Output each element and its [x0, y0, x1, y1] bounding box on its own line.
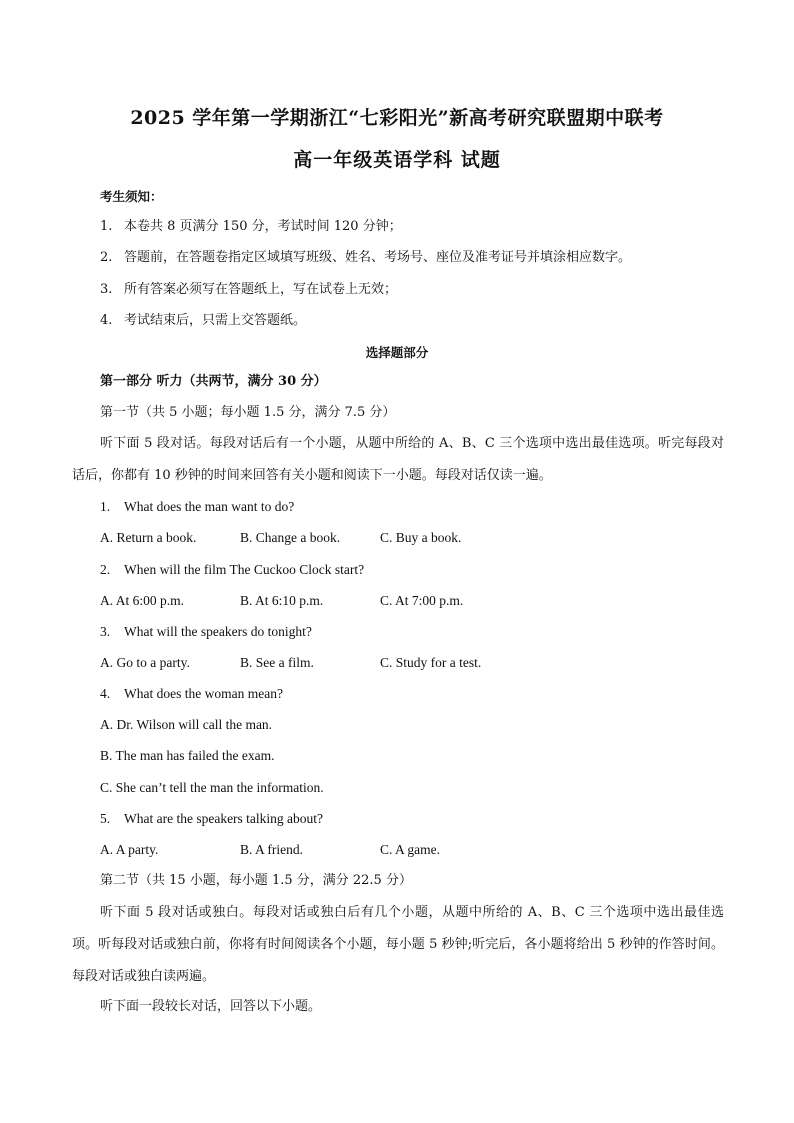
option: B. At 6:10 p.m. [240, 593, 324, 608]
notice-item [100, 312, 306, 330]
option: A. A party. [100, 842, 159, 857]
question-number: 5. [100, 811, 111, 826]
section-title: 选择题部分 [365, 345, 429, 360]
option: C. She can’t tell the man the information. [100, 780, 324, 795]
question [100, 623, 312, 641]
question-number: 2. [100, 562, 111, 577]
question-number: 3. [100, 624, 111, 639]
option: B. The man has failed the exam. [100, 748, 275, 763]
option: C. At 7:00 p.m. [380, 593, 464, 608]
notice-item-text: 答题前，在答题卷指定区域填写班级、姓名、考场号、座位及准考证号并填涂相应数字。 [124, 250, 632, 265]
option: B. See a film. [240, 655, 314, 670]
question-text: What will the speakers do tonight? [124, 624, 312, 639]
exam-subtitle: 高一年级英语学科 试题 [293, 149, 501, 171]
option: A. At 6:00 p.m. [100, 593, 185, 608]
notice-item [100, 281, 397, 299]
question-text: What does the woman mean? [124, 686, 283, 701]
question [100, 685, 283, 703]
option: C. Buy a book. [380, 530, 462, 545]
option: C. Study for a test. [380, 655, 482, 670]
option: B. Change a book. [240, 530, 341, 545]
question-text: When will the film The Cuckoo Clock start? [124, 562, 365, 577]
option: A. Go to a party. [100, 655, 190, 670]
notice-item-number: 3. [100, 282, 113, 297]
part1-sec2-heading: 第二节（共 15 小题，每小题 1.5 分，满分 22.5 分） [100, 873, 412, 888]
sec2-instructions: 听下面 5 段对话或独白。每段对话或独白后有几个小题，从题中所给的 A、B、C 三个选项中选出最佳选项。听每段对话或独白前，你将有时间阅读各个小题，每小题 5 秒钟;听完后，各小题将给出 5 秒钟的作答时间。每段对话或独白读两遍。 [72, 905, 724, 984]
question [100, 810, 323, 828]
sec2-lead: 听下面一段较长对话，回答以下小题。 [100, 999, 322, 1014]
notice-item-text: 考试结束后，只需上交答题纸。 [124, 313, 307, 328]
notice-item-number: 4. [100, 313, 113, 328]
option: A. Dr. Wilson will call the man. [100, 717, 273, 732]
question [100, 561, 364, 579]
part1-heading: 第一部分 听力（共两节，满分 30 分） [100, 374, 327, 389]
notice-item-number: 2. [100, 250, 113, 265]
option: B. A friend. [240, 842, 303, 857]
option: C. A game. [380, 842, 440, 857]
exam-title: 2025 学年第一学期浙江“七彩阳光”新高考研究联盟期中联考 [130, 107, 664, 129]
question [100, 498, 294, 516]
question-text: What are the speakers talking about? [124, 811, 324, 826]
notice-item [100, 218, 402, 236]
notice-item-text: 所有答案必须写在答题纸上，写在试卷上无效； [124, 282, 398, 297]
notice-item-number: 1. [100, 219, 113, 234]
sec1-instructions: 听下面 5 段对话。每段对话后有一个小题，从题中所给的 A、B、C 三个选项中选出最佳选项。听完每段对话后，你都有 10 秒钟的时间来回答有关小题和阅读下一小题。每段对话仅读一遍。 [72, 436, 724, 483]
question-number: 1. [100, 499, 111, 514]
option: A. Return a book. [100, 530, 197, 545]
question-text: What does the man want to do? [124, 499, 295, 514]
notice-item [100, 249, 631, 267]
part1-sec1-heading: 第一节（共 5 小题；每小题 1.5 分，满分 7.5 分） [100, 405, 396, 420]
question-number: 4. [100, 686, 111, 701]
notice-heading: 考生须知： [100, 189, 163, 204]
notice-item-text: 本卷共 8 页满分 150 分，考试时间 120 分钟； [124, 219, 402, 234]
